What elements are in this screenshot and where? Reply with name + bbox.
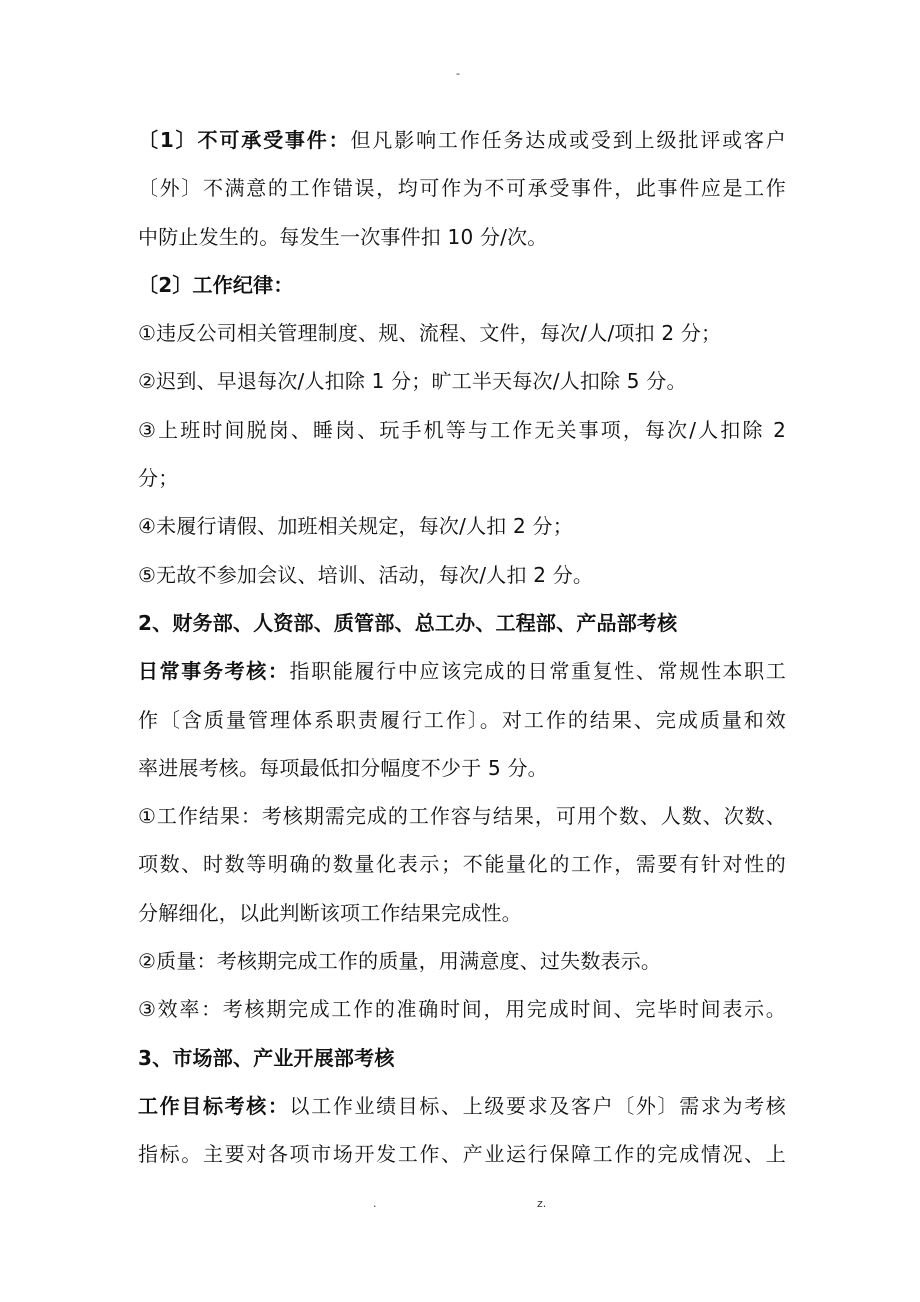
body-text: 但凡影响工作任务达成或受到上级批评或客户 — [350, 128, 786, 152]
text-line — [138, 502, 786, 550]
body-text: 项数、时数等明确的数量化表示；不能量化的工作，需要有针对性的 — [138, 852, 786, 877]
body-text: ②质量：考核期完成工作的质量，用满意度、过失数表示。 — [138, 949, 662, 974]
text-line — [138, 116, 786, 164]
text-line — [138, 551, 786, 599]
body-text: ①工作结果：考核期需完成的工作容与结果，可用个数、人数、次数、 — [138, 804, 786, 829]
bold-heading: 工作目标考核： — [138, 1093, 290, 1118]
text-line — [138, 599, 786, 647]
page-footer-mark-right: z. — [537, 1197, 547, 1210]
text-line — [138, 309, 786, 357]
body-text: 中防止发生的。每发生一次事件扣 10 分/次。 — [138, 224, 548, 249]
text-line — [138, 261, 786, 309]
text-line — [138, 1082, 786, 1130]
text-line — [138, 744, 786, 792]
text-line — [138, 840, 786, 888]
body-text: 指职能履行中应该完成的日常重复性、常规性本职工 — [289, 659, 786, 684]
document-body — [138, 116, 786, 1179]
page-header-mark: - — [456, 67, 460, 80]
body-text: ③上班时间脱岗、睡岗、玩手机等与工作无关事项，每次/人扣除 2 — [138, 417, 786, 442]
text-line — [138, 1130, 786, 1178]
body-text: 指标。主要对各项市场开发工作、产业运行保障工作的完成情况、上 — [138, 1142, 786, 1167]
text-line — [138, 647, 786, 695]
text-line — [138, 889, 786, 937]
page-footer-mark-left: . — [373, 1197, 377, 1210]
bold-heading: 2、财务部、人资部、质管部、总工办、工程部、产品部考核 — [138, 610, 678, 635]
text-line — [138, 985, 786, 1033]
text-line — [138, 696, 786, 744]
body-text: 〔外〕不满意的工作错误，均可作为不可承受事件，此事件应是工作 — [138, 176, 786, 201]
bold-heading: 3、市场部、产业开展部考核 — [138, 1045, 395, 1070]
body-text: 作〔含质量管理体系职责履行工作〕。对工作的结果、完成质量和效 — [138, 707, 786, 732]
text-line — [138, 357, 786, 405]
body-text: ③效率：考核期完成工作的准确时间，用完成时间、完毕时间表示。 — [138, 997, 786, 1022]
text-line — [138, 454, 786, 502]
body-text: 以工作业绩目标、上级要求及客户〔外〕需求为考核 — [289, 1093, 786, 1118]
body-text: ⑤无故不参加会议、培训、活动，每次/人扣 2 分。 — [138, 562, 594, 587]
text-line — [138, 164, 786, 212]
text-line — [138, 792, 786, 840]
text-line — [138, 406, 786, 454]
body-text: ①违反公司相关管理制度、规、流程、文件，每次/人/项扣 2 分； — [138, 321, 722, 346]
body-text: 分； — [138, 466, 179, 491]
body-text: 分解细化，以此判断该项工作结果完成性。 — [138, 900, 522, 925]
text-line — [138, 937, 786, 985]
body-text: ②迟到、早退每次/人扣除 1 分；旷工半天每次/人扣除 5 分。 — [138, 369, 687, 394]
bold-heading: 〔2〕工作纪律： — [138, 272, 294, 297]
bold-heading: 〔1〕不可承受事件： — [138, 128, 351, 152]
body-text: ④未履行请假、加班相关规定，每次/人扣 2 分； — [138, 514, 573, 539]
bold-heading: 日常事务考核： — [138, 659, 290, 684]
body-text: 率进展考核。每项最低扣分幅度不少于 5 分。 — [138, 755, 548, 780]
text-line — [138, 213, 786, 261]
text-line — [138, 1034, 786, 1082]
